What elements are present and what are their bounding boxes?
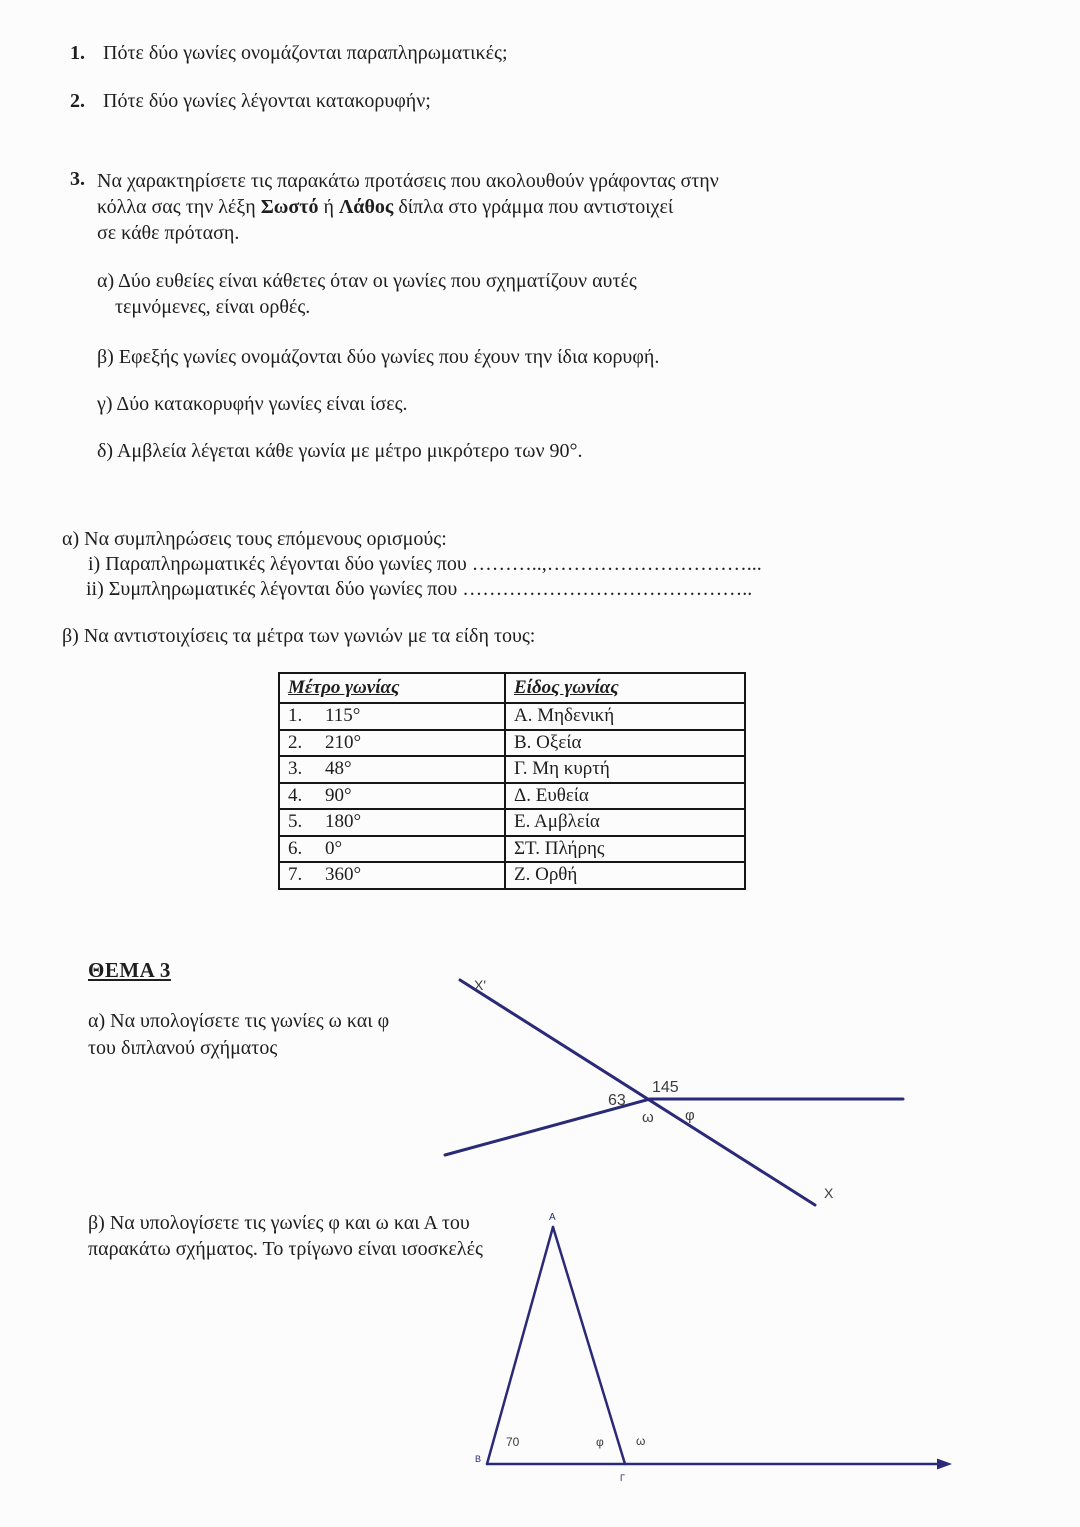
vertex-g-label: Γ xyxy=(620,1473,625,1483)
angle-145-label: 145 xyxy=(652,1079,679,1096)
column-header-measure: Μέτρο γωνίας xyxy=(279,673,505,703)
question-3-line2-before: κόλλα σας την λέξη xyxy=(97,196,261,218)
theme-3-part-a xyxy=(88,1008,389,1062)
theme-3-part-b xyxy=(88,1210,483,1262)
statement-a-line1: α) Δύο ευθείες είναι κάθετες όταν οι γωνίες που σχηματίζουν αυτές xyxy=(97,270,637,292)
question-3-line3: σε κάθε πρόταση. xyxy=(97,222,240,244)
figure1-labels xyxy=(474,977,834,1201)
angle-kind: Ζ. Ορθή xyxy=(505,862,745,889)
definitions-title: α) Να συμπληρώσεις τους επόμενους ορισμούς: xyxy=(62,528,447,550)
question-1-text: Πότε δύο γωνίες ονομάζονται παραπληρωματικές; xyxy=(103,42,508,64)
question-2 xyxy=(70,90,431,113)
question-3-line2-mid: ή xyxy=(318,196,339,218)
label-x-prime: X' xyxy=(474,977,487,993)
figure2-lines xyxy=(487,1227,942,1464)
question-3-line2-after: δίπλα στο γράμμα που αντιστοιχεί xyxy=(393,196,674,218)
row-number: 7. xyxy=(288,864,303,886)
part-b-line1: β) Να υπολογίσετε τις γωνίες φ και ω και Α του xyxy=(88,1212,470,1234)
side-ab xyxy=(487,1227,553,1464)
angle-omega-label: ω xyxy=(642,1109,654,1126)
part-b-line2: παρακάτω σχήματος. Το τρίγωνο είναι ισοσκελές xyxy=(88,1238,483,1260)
angle-kind: Δ. Ευθεία xyxy=(505,783,745,810)
table-row xyxy=(279,703,745,730)
figure-intersecting-lines xyxy=(430,960,930,1222)
angle-measure: 360° xyxy=(325,864,362,886)
question-1-number: 1. xyxy=(70,42,85,64)
angle-phi-label: φ xyxy=(685,1107,695,1124)
label-x: X xyxy=(824,1185,834,1201)
matching-intro: β) Να αντιστοιχίσεις τα μέτρα των γωνιών με τα είδη τους: xyxy=(62,625,536,647)
row-number: 6. xyxy=(288,837,303,859)
question-3-text xyxy=(97,168,797,246)
angle-kind: Β. Οξεία xyxy=(505,730,745,757)
definition-blank-ii: ii) Συμπληρωματικές λέγονται δύο γωνίες που …………………………………….. xyxy=(86,578,753,600)
question-3 xyxy=(70,168,797,246)
angle-kind: Ε. Αμβλεία xyxy=(505,809,745,836)
question-3-line2 xyxy=(97,194,797,220)
row-number: 3. xyxy=(288,758,303,780)
wrong-word: Λάθος xyxy=(338,196,394,218)
statement-a-line2: τεμνόμενες, είναι ορθές. xyxy=(115,296,311,318)
row-number: 2. xyxy=(288,731,303,753)
angle-kind: Γ. Μη κυρτή xyxy=(505,756,745,783)
angle-63-label: 63 xyxy=(608,1092,626,1109)
definition-blank-i: i) Παραπληρωματικές λέγονται δύο γωνίες που ………..,…………………………... xyxy=(88,553,762,575)
question-3-line1: Να χαρακτηρίσετε τις παρακάτω προτάσεις που ακολουθούν γράφοντας στην xyxy=(97,170,719,192)
question-3-number: 3. xyxy=(70,168,85,190)
table-row xyxy=(279,809,745,836)
table-row xyxy=(279,783,745,810)
angle-measure: 210° xyxy=(325,731,362,753)
statement-b: β) Εφεξής γωνίες ονομάζονται δύο γωνίες που έχουν την ίδια κορυφή. xyxy=(97,346,660,368)
column-header-kind: Είδος γωνίας xyxy=(505,673,745,703)
theme-3-heading: ΘΕΜΑ 3 xyxy=(88,958,171,982)
angle-measure: 48° xyxy=(325,758,352,780)
part-a-line2: του διπλανού σχήματος xyxy=(88,1037,278,1059)
statement-a xyxy=(97,268,637,320)
angle-phi-label: φ xyxy=(596,1435,604,1449)
figure-isosceles-triangle xyxy=(455,1205,985,1505)
correct-word: Σωστό xyxy=(260,196,319,218)
angle-omega-label: ω xyxy=(636,1434,646,1448)
angle-70-label: 70 xyxy=(506,1435,520,1449)
line-x-prime-x xyxy=(460,980,815,1205)
row-number: 1. xyxy=(288,705,303,727)
table-row xyxy=(279,730,745,757)
row-number: 5. xyxy=(288,811,303,833)
figure2-angle-labels xyxy=(506,1434,645,1449)
angle-kind: ΣΤ. Πλήρης xyxy=(505,836,745,863)
matching-table xyxy=(278,672,746,890)
row-number: 4. xyxy=(288,784,303,806)
vertex-a-label: A xyxy=(549,1212,556,1223)
table-header-row xyxy=(279,673,745,703)
angle-measure: 90° xyxy=(325,784,352,806)
table-row xyxy=(279,836,745,863)
question-2-number: 2. xyxy=(70,90,85,112)
side-ag xyxy=(553,1227,625,1464)
part-a-line1: α) Να υπολογίσετε τις γωνίες ω και φ xyxy=(88,1010,390,1032)
question-2-text: Πότε δύο γωνίες λέγονται κατακορυφήν; xyxy=(103,90,431,112)
vertex-b-label: B xyxy=(475,1454,482,1464)
angle-measure: 115° xyxy=(325,705,361,727)
question-1 xyxy=(70,42,508,65)
angle-kind: Α. Μηδενική xyxy=(505,703,745,730)
ray-arrowhead-icon xyxy=(937,1459,952,1470)
table-row xyxy=(279,756,745,783)
table-row xyxy=(279,862,745,889)
angle-measure: 180° xyxy=(325,811,362,833)
statement-d: δ) Αμβλεία λέγεται κάθε γωνία με μέτρο μικρότερο των 90°. xyxy=(97,440,583,462)
statement-c: γ) Δύο κατακορυφήν γωνίες είναι ίσες. xyxy=(97,393,408,415)
angle-measure: 0° xyxy=(325,837,343,859)
